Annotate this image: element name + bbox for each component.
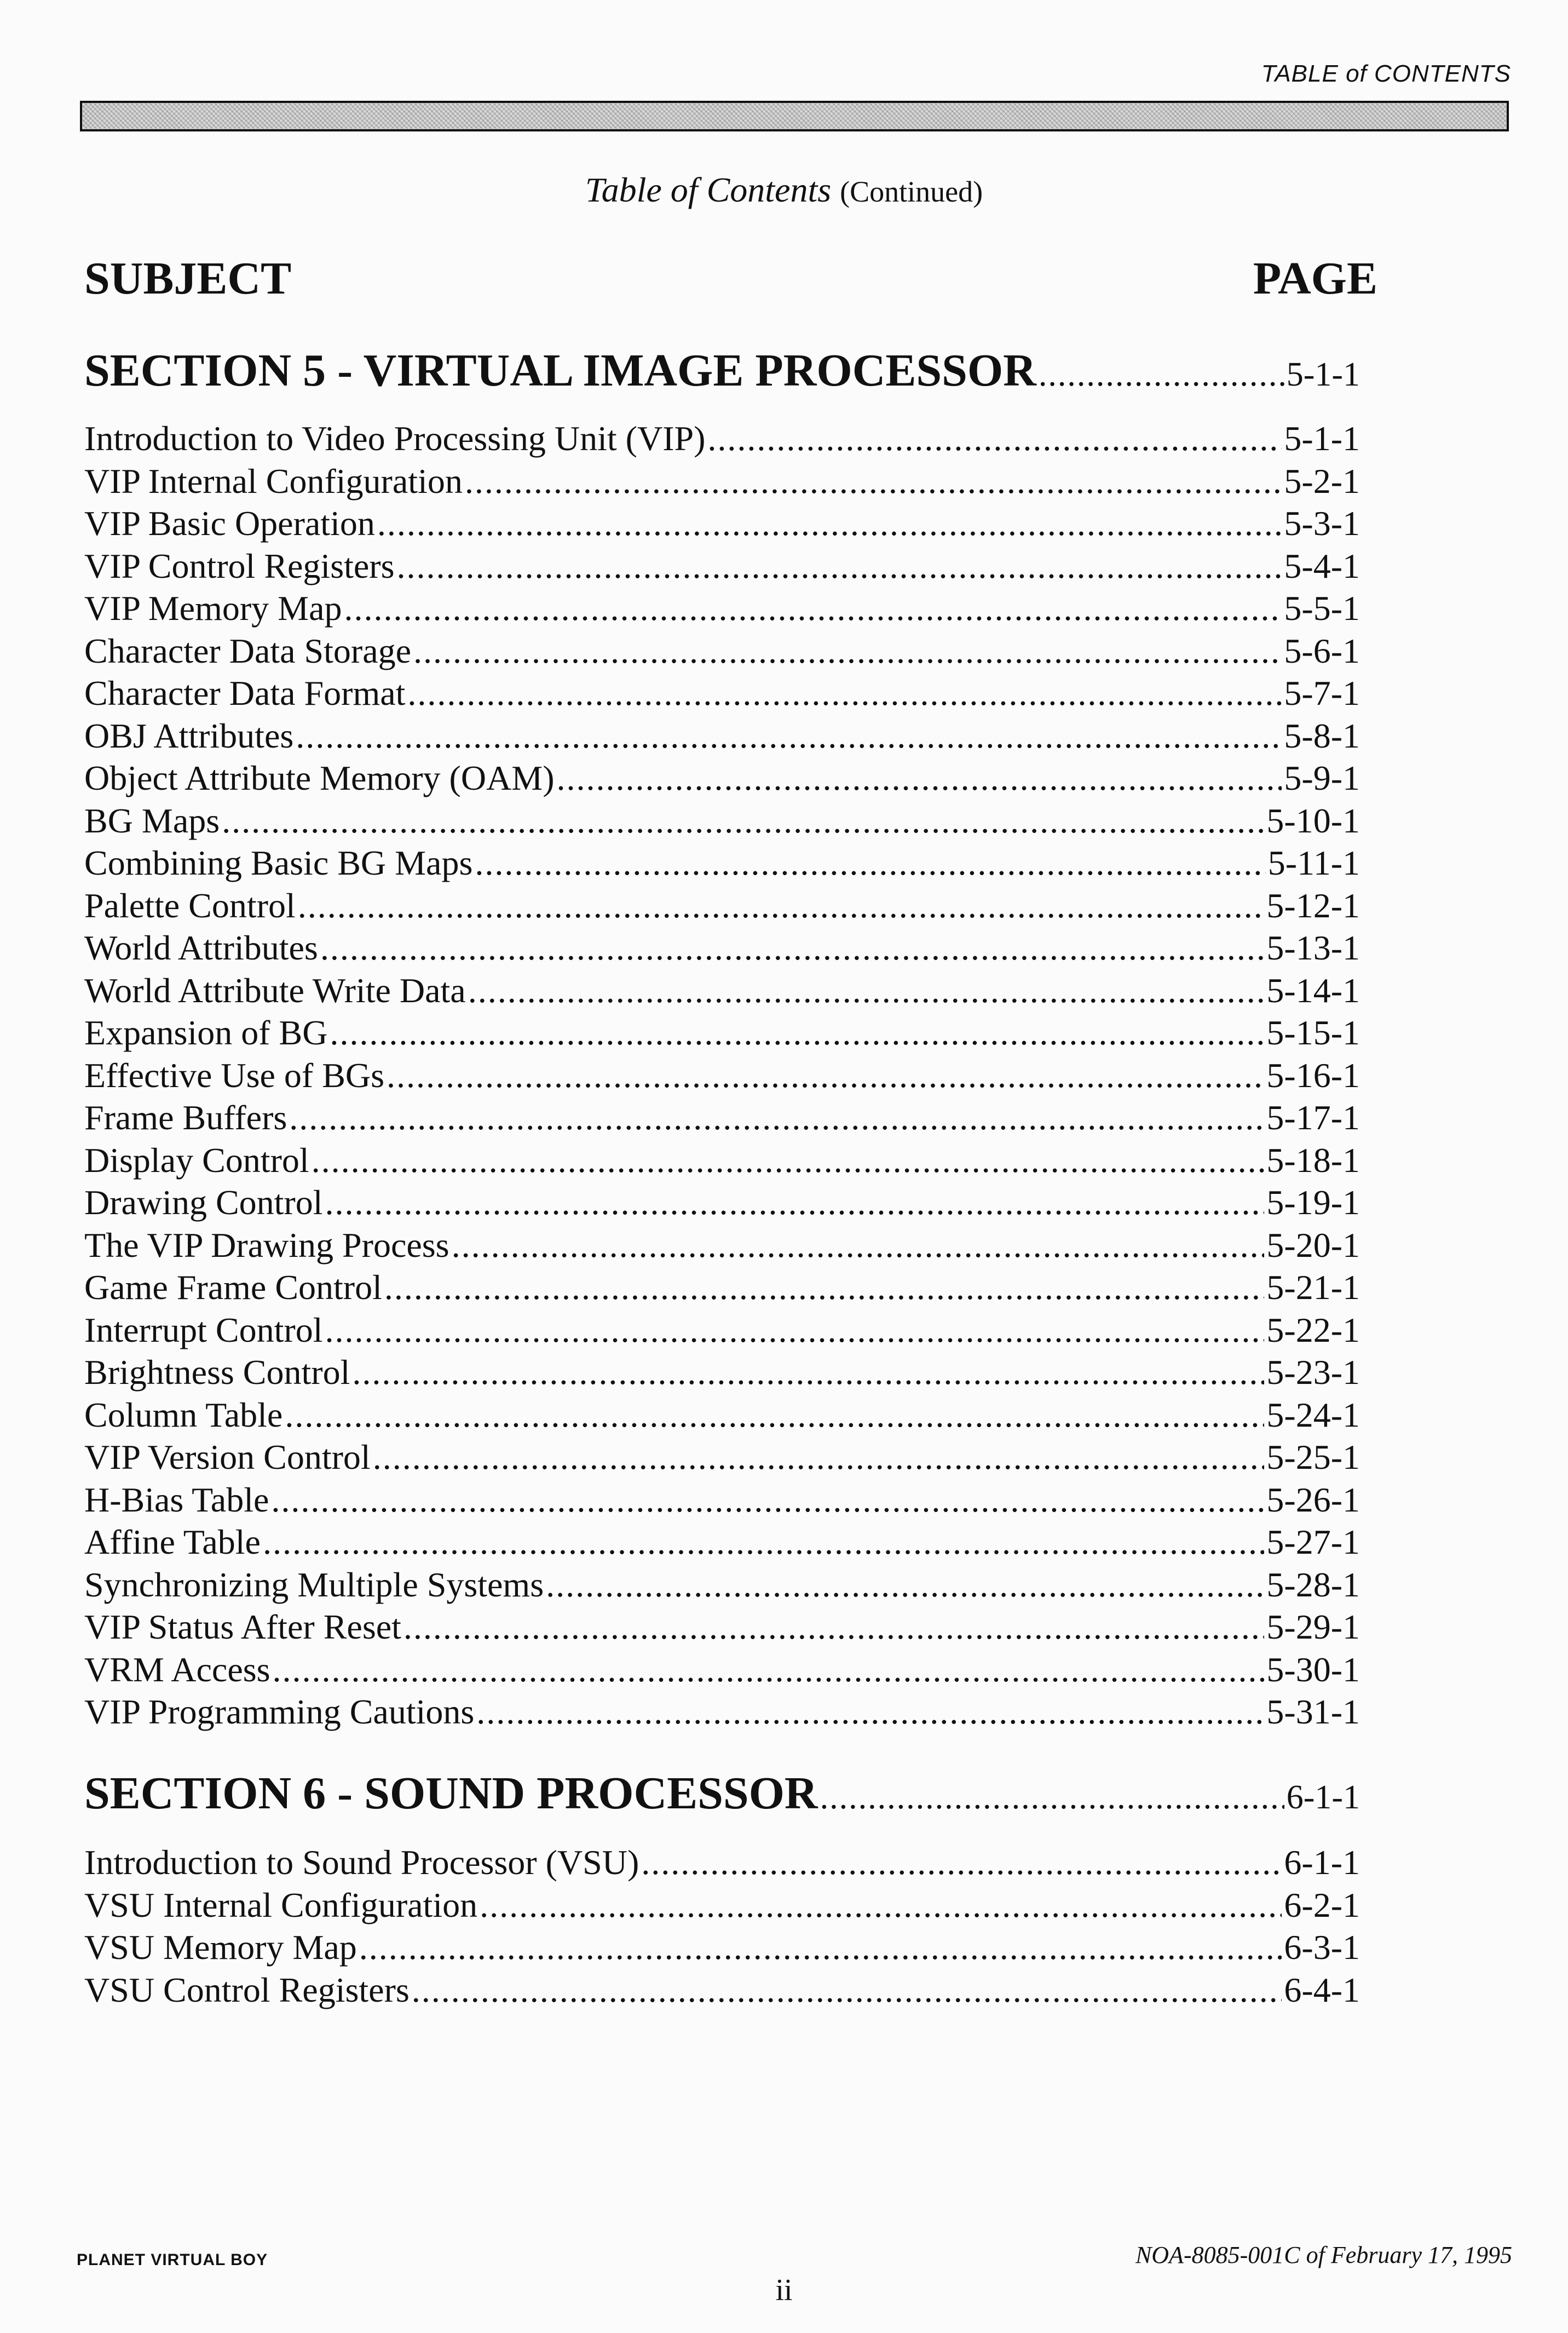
toc-entry-title: Column Table [84,1395,283,1434]
toc-entry [84,630,1360,673]
toc-entry-page: 5-2-1 [1284,461,1360,501]
toc-entry-page: 5-17-1 [1266,1098,1360,1137]
dot-leader [298,884,1265,927]
dot-leader [387,1054,1264,1097]
dot-leader [359,1926,1282,1969]
toc-entry [84,1691,1360,1733]
toc-section-6 [84,1763,1360,2011]
dot-leader [377,502,1282,545]
toc-entry-page: 5-21-1 [1266,1268,1360,1307]
dot-leader [820,1767,1284,1828]
dot-leader [403,1606,1264,1648]
toc-entry-title: VIP Status After Reset [84,1607,401,1646]
toc-entry [84,715,1360,757]
toc-entry-page: 5-24-1 [1266,1395,1360,1434]
toc-entry-title: Palette Control [84,886,296,925]
toc-entry [84,1309,1360,1352]
toc-entry-page: 5-19-1 [1266,1183,1360,1222]
toc-entry-page: 5-28-1 [1266,1565,1360,1604]
toc-entry [84,502,1360,545]
toc-entry-page: 5-31-1 [1266,1692,1360,1731]
dot-leader [312,1139,1265,1182]
toc-entry [84,969,1360,1012]
toc-entry-page: 5-11-1 [1267,843,1360,882]
toc-entry [84,1181,1360,1224]
toc-entry-page: 5-13-1 [1266,928,1360,967]
toc-entry-title: Synchronizing Multiple Systems [84,1565,544,1604]
entry-list [84,1841,1360,2011]
toc-entry [84,1012,1360,1054]
dot-leader [412,1969,1282,2012]
toc-entry-title: World Attributes [84,928,318,967]
toc-entry-page: 5-4-1 [1284,546,1360,585]
toc-entry-title: Expansion of BG [84,1013,328,1052]
toc-entry-page: 6-2-1 [1284,1885,1360,1924]
toc-entry-title: VIP Version Control [84,1438,371,1476]
toc-title-main: Table of Contents [585,170,832,209]
toc-entry-title: VIP Internal Configuration [84,461,463,501]
toc-entry [84,545,1360,588]
toc-entry-title: H-Bias Table [84,1480,269,1519]
dot-leader [397,545,1282,588]
toc-entry-title: Introduction to Video Processing Unit (VIP) [84,419,706,458]
section-heading [84,341,1360,401]
toc-entry-page: 6-4-1 [1284,1970,1360,2009]
toc-entry-page: 5-10-1 [1266,801,1360,840]
toc-entry-page: 5-22-1 [1266,1310,1360,1349]
toc-entry-title: Introduction to Sound Processor (VSU) [84,1843,639,1882]
toc-entry [84,1139,1360,1182]
page-column-heading: PAGE [1253,253,1377,304]
toc-entry [84,587,1360,630]
toc-entry [84,1351,1360,1394]
entry-list [84,417,1360,1733]
toc-entry-title: Drawing Control [84,1183,323,1222]
toc-entry [84,1479,1360,1521]
toc-entry-page: 5-9-1 [1284,758,1360,797]
toc-entry-title: Combining Basic BG Maps [84,843,473,882]
dot-leader [330,1012,1264,1054]
dot-leader [475,842,1265,884]
dot-leader [413,630,1282,673]
dot-leader [263,1521,1264,1564]
toc-entry-page: 5-26-1 [1266,1480,1360,1519]
toc-entry [84,1054,1360,1097]
dot-leader [641,1841,1282,1884]
toc-entry [84,417,1360,460]
toc-entry [84,460,1360,503]
toc-entry [84,1224,1360,1267]
footer-right: NOA-8085-001C of February 17, 1995 [1135,2242,1512,2268]
toc-entry-title: VSU Memory Map [84,1928,357,1967]
toc-entry-page: 5-14-1 [1266,970,1360,1010]
dot-leader [320,927,1265,969]
toc-entry-page: 5-20-1 [1266,1225,1360,1265]
dot-leader [546,1564,1264,1606]
toc-entry [84,1969,1360,2012]
toc-entry-page: 5-25-1 [1266,1438,1360,1476]
dot-leader [285,1394,1264,1436]
toc-entry-page: 5-6-1 [1284,631,1360,670]
toc-entry [84,842,1360,884]
dot-leader [296,715,1282,757]
toc-entry [84,1096,1360,1139]
toc-entry-page: 5-8-1 [1284,716,1360,755]
toc-entry-page: 6-3-1 [1284,1928,1360,1967]
toc-entry-title: VIP Control Registers [84,546,395,585]
toc-entry-title: VSU Internal Configuration [84,1885,478,1924]
header-label: TABLE of CONTENTS [1261,60,1511,87]
toc-entry-title: Frame Buffers [84,1098,287,1137]
toc-entry-title: Character Data Format [84,674,406,712]
footer-left: PLANET VIRTUAL BOY [77,2251,268,2269]
toc-entry [84,1648,1360,1691]
section-title: SECTION 5 - VIRTUAL IMAGE PROCESSOR [84,345,1036,396]
toc-entry [84,1884,1360,1927]
toc-entry-page: 5-23-1 [1266,1353,1360,1392]
toc-entry-page: 5-29-1 [1266,1607,1360,1646]
toc-entry-title: Character Data Storage [84,631,412,670]
dot-leader [373,1436,1265,1479]
toc-entry [84,1394,1360,1436]
toc-entry [84,927,1360,969]
toc-entry-page: 6-1-1 [1284,1843,1360,1882]
toc-entry-title: Brightness Control [84,1353,350,1392]
dot-leader [407,672,1282,715]
section-page: 6-1-1 [1286,1779,1360,1816]
dot-leader [465,460,1282,503]
dot-leader [273,1648,1265,1691]
toc-entry-page: 5-18-1 [1266,1140,1360,1180]
toc-section-5 [84,341,1360,1733]
section-page: 5-1-1 [1286,356,1360,393]
dot-leader [289,1096,1264,1139]
toc-entry-page: 5-5-1 [1284,589,1360,628]
dot-leader [452,1224,1265,1267]
toc-entry-title: Display Control [84,1140,309,1180]
toc-entry-page: 5-1-1 [1284,419,1360,458]
toc-entry-title: Object Attribute Memory (OAM) [84,758,555,797]
toc-entry-title: BG Maps [84,801,220,840]
dot-leader [707,417,1282,460]
toc-entry [84,757,1360,800]
dot-leader [476,1691,1264,1733]
toc-entry-page: 5-30-1 [1266,1650,1360,1689]
toc-entry [84,1521,1360,1564]
toc-entry-page: 5-3-1 [1284,504,1360,543]
toc-entry-page: 5-27-1 [1266,1522,1360,1561]
header-bar [80,101,1509,131]
toc-entry-title: World Attribute Write Data [84,970,466,1010]
toc-entry [84,800,1360,842]
dot-leader [1039,344,1284,405]
dot-leader [468,969,1265,1012]
dot-leader [384,1266,1265,1309]
toc-entry [84,884,1360,927]
toc-entry [84,1841,1360,1884]
toc-title-suffix: (Continued) [840,175,983,208]
dot-leader [480,1884,1282,1927]
toc-entry-title: VRM Access [84,1650,270,1689]
toc-entry [84,672,1360,715]
dot-leader [325,1309,1264,1352]
section-title: SECTION 6 - SOUND PROCESSOR [84,1768,818,1819]
toc-entry [84,1606,1360,1648]
toc-entry-title: VIP Memory Map [84,589,342,628]
dot-leader [271,1479,1264,1521]
toc-title [0,170,1568,210]
subject-column-heading: SUBJECT [84,253,292,304]
toc-entry [84,1266,1360,1309]
dot-leader [222,800,1264,842]
toc-entry-page: 5-7-1 [1284,674,1360,712]
dot-leader [325,1181,1265,1224]
toc-entry-title: VIP Programming Cautions [84,1692,475,1731]
dot-leader [557,757,1282,800]
toc-entry-title: Affine Table [84,1522,261,1561]
page-number: ii [775,2273,793,2307]
dot-leader [352,1351,1264,1394]
toc-entry [84,1926,1360,1969]
toc-entry-page: 5-12-1 [1266,886,1360,925]
toc-entry-title: OBJ Attributes [84,716,294,755]
dot-leader [344,587,1282,630]
toc-entry-title: Game Frame Control [84,1268,382,1307]
toc-entry [84,1436,1360,1479]
section-heading [84,1763,1360,1824]
toc-entry-title: VSU Control Registers [84,1970,410,2009]
toc-entry-title: Interrupt Control [84,1310,323,1349]
toc-entry-page: 5-16-1 [1266,1055,1360,1095]
toc-entry-page: 5-15-1 [1266,1013,1360,1052]
toc-entry-title: VIP Basic Operation [84,504,375,543]
toc-entry-title: Effective Use of BGs [84,1055,384,1095]
toc-entry [84,1564,1360,1606]
toc-entry-title: The VIP Drawing Process [84,1225,449,1265]
